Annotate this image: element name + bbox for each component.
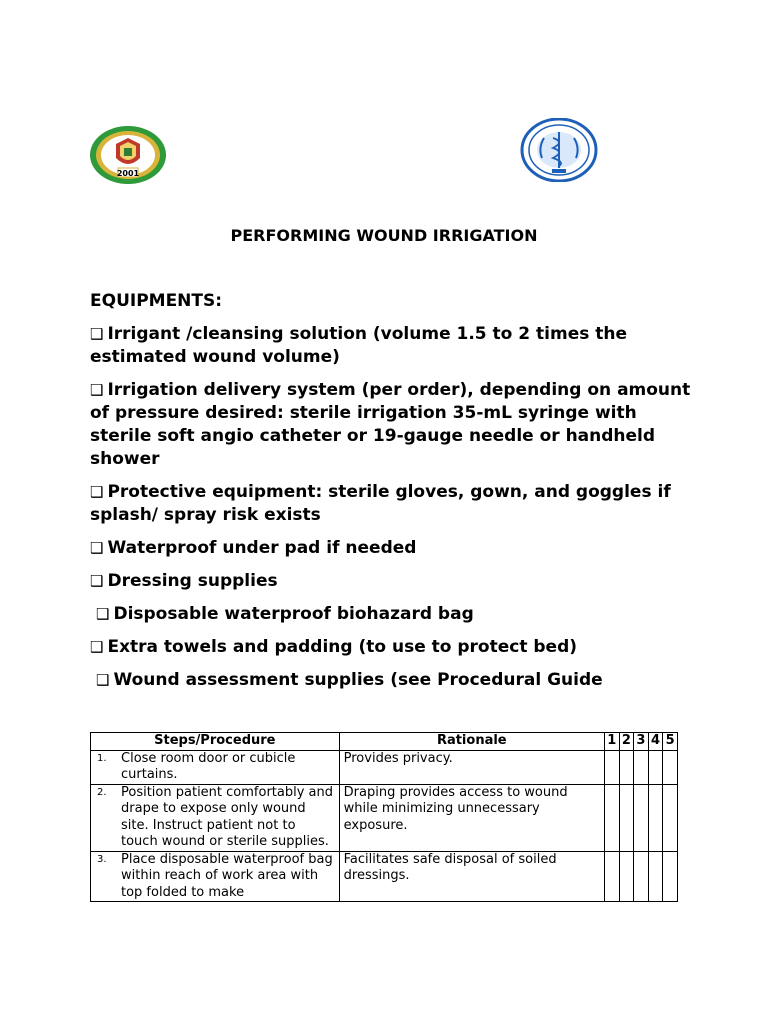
equipment-item	[90, 669, 700, 692]
equipment-item-text: Dressing supplies	[107, 571, 278, 591]
equipment-item-text: Protective equipment: sterile gloves, gown, and goggles if splash/ spray risk exists	[90, 482, 671, 525]
score-cell	[604, 851, 619, 902]
page-title: PERFORMING WOUND IRRIGATION	[230, 226, 538, 245]
header-score-5: 5	[663, 733, 678, 751]
table-row	[91, 750, 678, 784]
step-cell	[91, 851, 340, 902]
table-header-row	[91, 733, 678, 751]
equipment-heading: EQUIPMENTS:	[90, 291, 223, 311]
nursing-seal-logo	[520, 118, 598, 182]
rationale-cell: Provides privacy.	[339, 750, 604, 784]
score-cell	[648, 851, 663, 902]
svg-text:2001: 2001	[116, 169, 140, 178]
checkbox-icon: ❑	[90, 381, 104, 399]
step-text: Position patient comfortably and drape to expose only wound site. Instruct patient not to touch wound or sterile supplies.	[121, 784, 333, 849]
equipment-item	[90, 481, 700, 527]
step-number: 2.	[97, 786, 107, 798]
table-row	[91, 784, 678, 851]
equipment-item	[90, 323, 700, 369]
checkbox-icon: ❑	[90, 572, 104, 590]
header-steps: Steps/Procedure	[91, 733, 340, 751]
equipment-item-text: Wound assessment supplies (see Procedural Guide	[113, 670, 603, 690]
step-number: 1.	[97, 752, 107, 764]
school-seal-logo	[88, 124, 168, 186]
score-cell	[634, 750, 649, 784]
score-cell	[604, 750, 619, 784]
checkbox-icon: ❑	[96, 671, 110, 689]
equipment-item	[90, 570, 700, 593]
equipment-item-text: Extra towels and padding (to use to protect bed)	[107, 637, 578, 657]
score-cell	[663, 851, 678, 902]
equipment-item-text: Waterproof under pad if needed	[107, 538, 417, 558]
step-number: 3.	[97, 853, 107, 865]
score-cell	[634, 784, 649, 851]
equipment-item-text: Disposable waterproof biohazard bag	[113, 604, 474, 624]
score-cell	[604, 784, 619, 851]
step-cell	[91, 750, 340, 784]
score-cell	[634, 851, 649, 902]
header-score-3: 3	[634, 733, 649, 751]
score-cell	[619, 851, 634, 902]
score-cell	[648, 750, 663, 784]
procedure-table	[90, 732, 678, 902]
equipment-item	[90, 379, 700, 471]
equipment-item-text: Irrigation delivery system (per order), depending on amount of pressure desired: sterile irrigation 35-mL syringe with sterile soft angio catheter or 19-gauge needle or handheld shower	[90, 380, 691, 469]
score-cell	[619, 750, 634, 784]
checkbox-icon: ❑	[90, 638, 104, 656]
score-cell	[663, 750, 678, 784]
header-score-4: 4	[648, 733, 663, 751]
checkbox-icon: ❑	[90, 325, 104, 343]
header-score-1: 1	[604, 733, 619, 751]
step-text: Close room door or cubicle curtains.	[121, 750, 296, 782]
equipment-item	[90, 603, 700, 626]
header-rationale: Rationale	[339, 733, 604, 751]
score-cell	[619, 784, 634, 851]
step-cell	[91, 784, 340, 851]
rationale-cell: Draping provides access to wound while minimizing unnecessary exposure.	[339, 784, 604, 851]
score-cell	[648, 784, 663, 851]
equipment-section	[90, 290, 700, 702]
checkbox-icon: ❑	[90, 483, 104, 501]
step-text: Place disposable waterproof bag within reach of work area with top folded to make	[121, 851, 333, 900]
equipment-item-text: Irrigant /cleansing solution (volume 1.5 to 2 times the estimated wound volume)	[90, 324, 628, 367]
score-cell	[663, 784, 678, 851]
checkbox-icon: ❑	[96, 605, 110, 623]
equipment-item	[90, 537, 700, 560]
equipment-item	[90, 636, 700, 659]
header-score-2: 2	[619, 733, 634, 751]
rationale-cell: Facilitates safe disposal of soiled dressings.	[339, 851, 604, 902]
table-row	[91, 851, 678, 902]
checkbox-icon: ❑	[90, 539, 104, 557]
